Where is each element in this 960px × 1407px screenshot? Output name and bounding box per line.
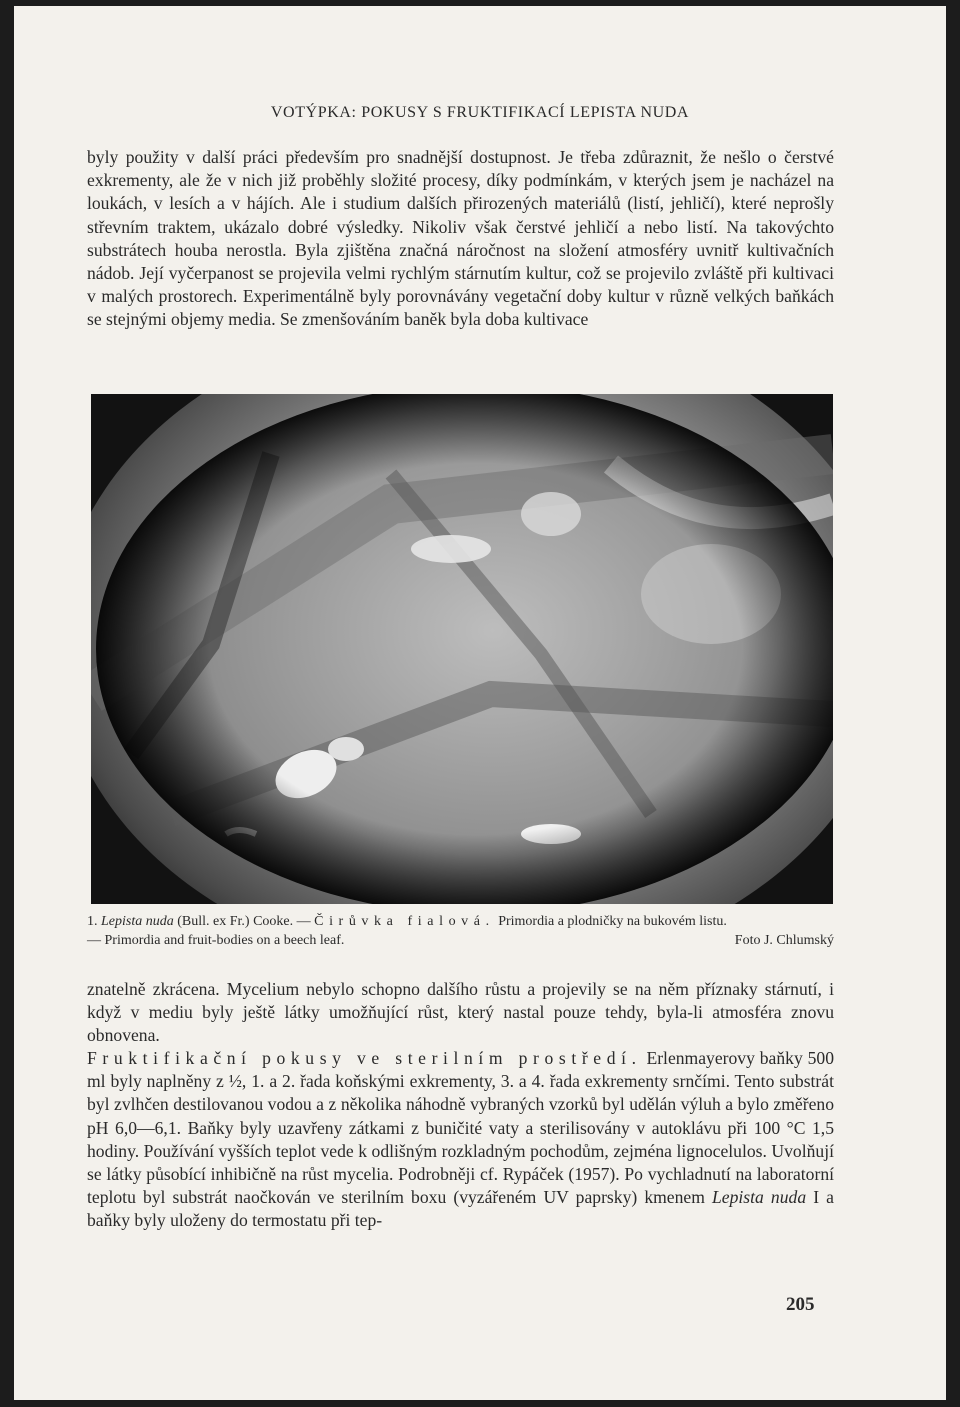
figure-czech-name: Čirůvka fialová.: [314, 914, 495, 929]
journal-page: [14, 6, 946, 1400]
body-paragraph-1: byly použity v další práci především pro snadnější dostupnost. Je třeba zdůraznit, že nešlo o čerstvé exkrementy, ale že v nich již proběhly složité procesy, díky podmínkám, v kterých jsem je nacházel na loukách, v lesích a v hájích. Ale i studium dalších přirozených materiálů (listí, jehličí), které neprošly střevním traktem, ukázalo dobré výsledky. Nikoliv však čerstvé jehličí a nebo listí. Na takovýchto substrátech houba nerostla. Byla zjištěna značná náročnost na složení atmosféry uvnitř kultivačních nádob. Její vyčerpanost se projevila velmi rychlým stárnutím kultur, což se projevilo zvláště při kultivaci v malých prostorech. Experimentálně byly porovnávány vegetační doby kultur v různě velkých baňkách se stejnými objemy media. Se zmenšováním baněk byla doba kultivace: [87, 147, 834, 330]
figure-authority: (Bull. ex Fr.) Cooke. —: [177, 914, 311, 929]
figure-photo: [91, 394, 833, 904]
caption-line-1: [87, 912, 834, 931]
body-paragraph-2: znatelně zkrácena. Mycelium nebylo schopno dalšího růstu a projevily se na něm příznaky stárnutí, i když v mediu byly ještě látky umožňující růst, který nastal pouze tehdy, byla-li atmosféra znovu obnovena.: [87, 979, 834, 1046]
section-heading: Fruktifikační pokusy ve sterilním prostředí.: [87, 1048, 642, 1068]
photo-credit: Foto J. Chlumský: [734, 933, 834, 948]
page-number: 205: [786, 1294, 815, 1315]
figure-number: 1.: [87, 914, 98, 929]
fungus-primordia-image: [91, 394, 833, 904]
running-header: VOTÝPKA: POKUSY S FRUKTIFIKACÍ LEPISTA NUDA: [270, 104, 690, 121]
figure-species: Lepista nuda: [101, 914, 174, 929]
paragraph-3-text: Erlenmayerovy baňky 500 ml byly naplněny z ½, 1. a 2. řada koňskými exkrementy, 3. a 4. řada exkrementy srnčími. Tento substrát byl zvlhčen destilovanou vodou a z několika náhodně vybraných vzorků byl udělán výluh a bylo změřeno pH 6,0—6,1. Baňky byly uzavřeny zátkami z buničité vaty a sterilisovány v autoklávu při 100 °C 1,5 hodiny. Používání vyšších teplot vede k odlišným rozkladným pochodům, zejména lignocelulos. Uvolňují se látky působící inhibičně na růst mycelia. Podrobněji cf. Rypáček (1957). Po vychladnutí na laboratorní teplotu byl substrát naočkován ve sterilním boxu (vyzářeném UV paprsky) kmenem: [87, 1048, 834, 1208]
figure-caption-en: — Primordia and fruit-bodies on a beech leaf.: [87, 933, 345, 948]
paragraph-3-end: I a baňky byly uloženy do termostatu při tep-: [87, 1187, 834, 1231]
caption-line-2: [87, 931, 834, 950]
figure-caption: [87, 912, 834, 950]
body-paragraph-3: [87, 1047, 834, 1233]
paragraph-3-species: Lepista nuda: [712, 1187, 807, 1208]
figure-caption-cs: Primordia a plodničky na bukovém listu.: [498, 914, 727, 929]
